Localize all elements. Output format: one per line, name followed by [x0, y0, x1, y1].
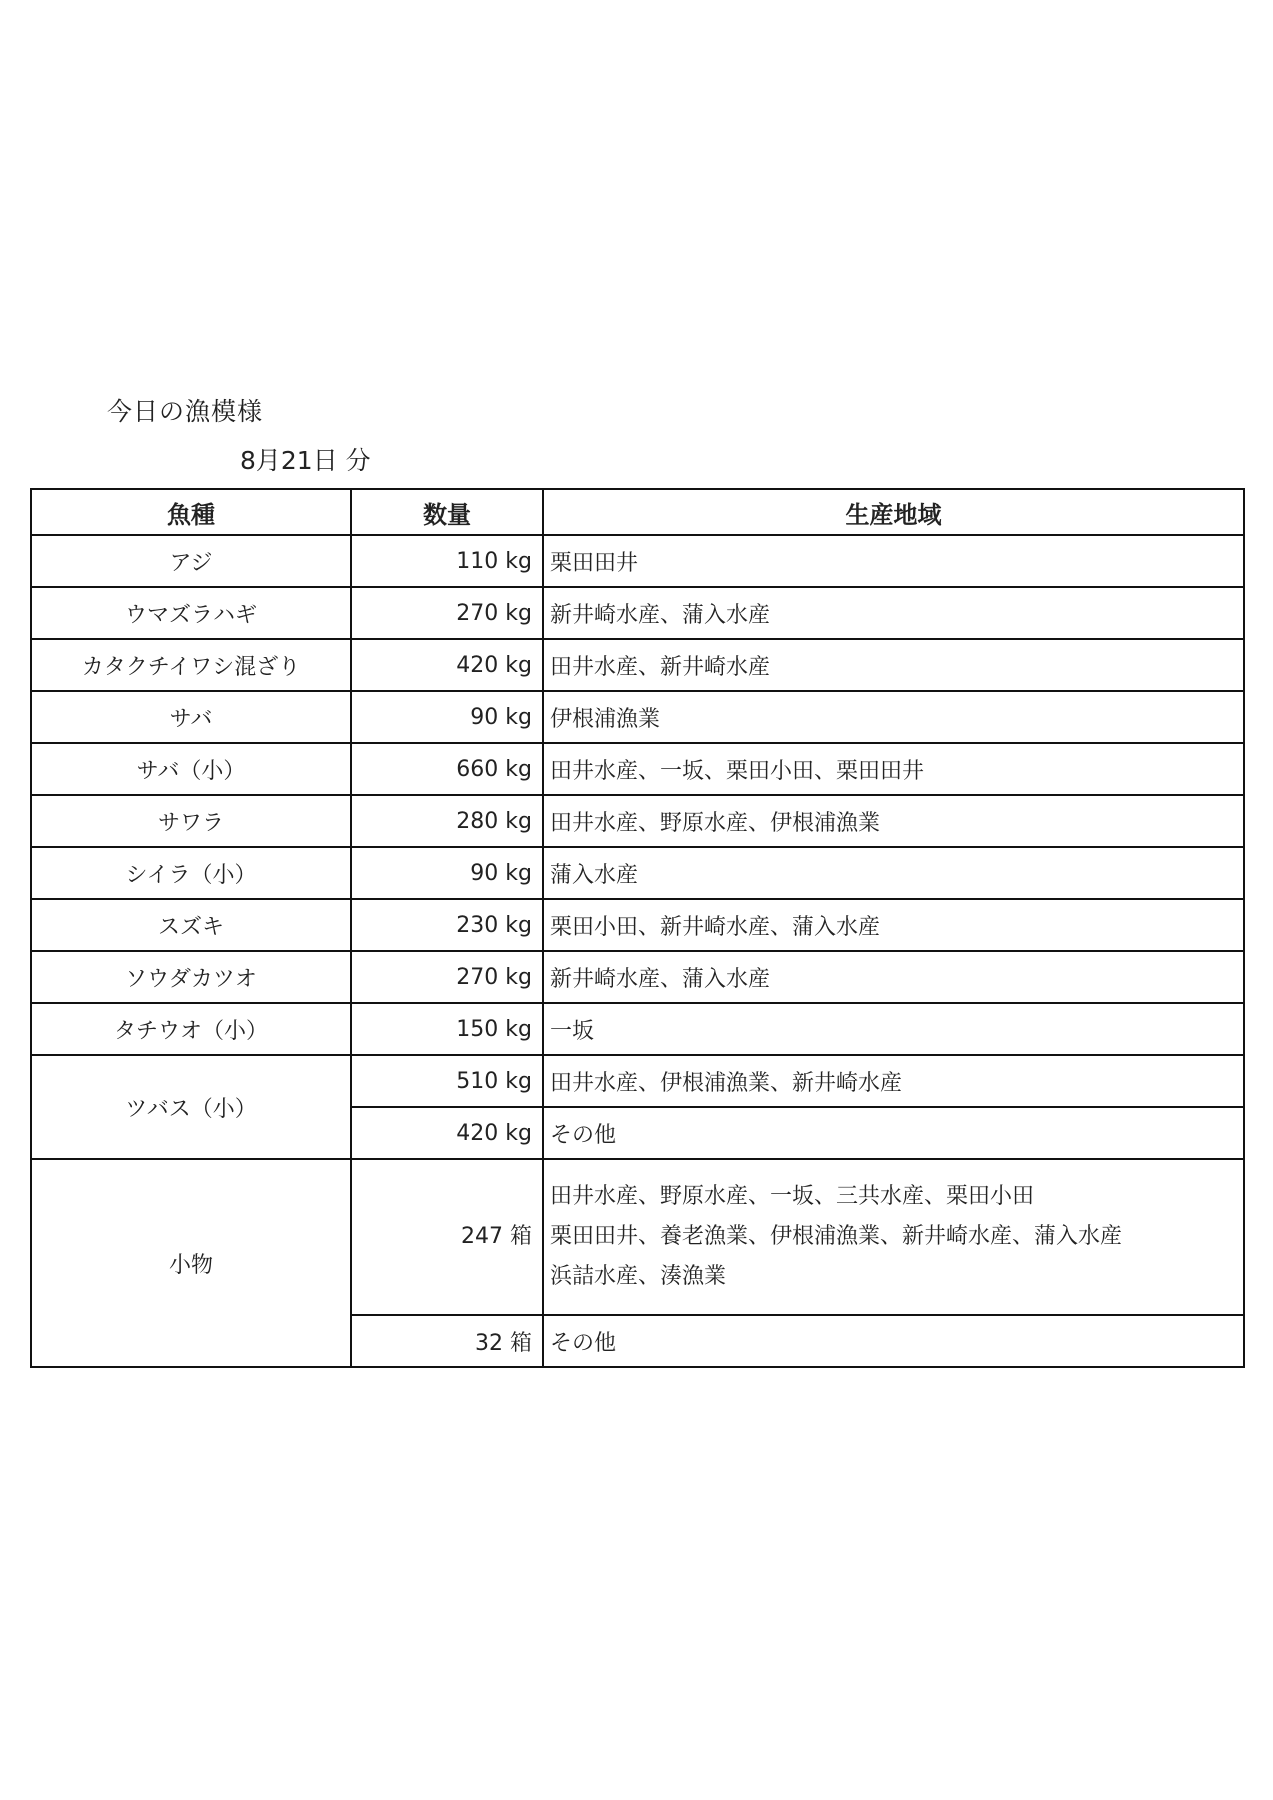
quantity-cell: 270 kg: [351, 951, 543, 1003]
region-line: 田井水産、野原水産、一坂、三共水産、栗田小田: [550, 1184, 1035, 1209]
table-row: [31, 951, 1244, 1003]
table-row: [31, 587, 1244, 639]
species-cell: ソウダカツオ: [31, 951, 351, 1003]
table-row: [31, 639, 1244, 691]
quantity-cell: 247 箱: [351, 1159, 543, 1315]
region-cell: 新井崎水産、蒲入水産: [543, 951, 1244, 1003]
quantity-cell: 280 kg: [351, 795, 543, 847]
quantity-cell: 230 kg: [351, 899, 543, 951]
page-title: 今日の漁模様: [107, 397, 264, 426]
catch-table: [30, 488, 1245, 1368]
table-header-row: [31, 489, 1244, 535]
species-cell: ウマズラハギ: [31, 587, 351, 639]
species-cell: シイラ（小）: [31, 847, 351, 899]
region-cell: 蒲入水産: [543, 847, 1244, 899]
region-cell: 一坂: [543, 1003, 1244, 1055]
table-row: [31, 743, 1244, 795]
region-cell: 田井水産、一坂、栗田小田、栗田田井: [543, 743, 1244, 795]
table-row: [31, 1003, 1244, 1055]
table-row: [31, 1055, 1244, 1107]
species-cell: タチウオ（小）: [31, 1003, 351, 1055]
table-row: [31, 795, 1244, 847]
quantity-cell: 110 kg: [351, 535, 543, 587]
species-cell: ツバス（小）: [31, 1055, 351, 1159]
region-cell: 栗田田井: [543, 535, 1244, 587]
region-cell: 伊根浦漁業: [543, 691, 1244, 743]
quantity-cell: 510 kg: [351, 1055, 543, 1107]
region-cell: 田井水産、新井崎水産: [543, 639, 1244, 691]
quantity-cell: 32 箱: [351, 1315, 543, 1367]
quantity-cell: 270 kg: [351, 587, 543, 639]
quantity-cell: 420 kg: [351, 639, 543, 691]
quantity-cell: 90 kg: [351, 847, 543, 899]
report-date: 8月21日 分: [240, 446, 371, 475]
region-cell: その他: [543, 1107, 1244, 1159]
region-cell: [543, 1159, 1244, 1315]
header-quantity: 数量: [351, 489, 543, 535]
table-row: [31, 691, 1244, 743]
region-cell: 田井水産、野原水産、伊根浦漁業: [543, 795, 1244, 847]
species-cell: サバ（小）: [31, 743, 351, 795]
table-row: [31, 535, 1244, 587]
species-cell: サワラ: [31, 795, 351, 847]
species-cell: カタクチイワシ混ざり: [31, 639, 351, 691]
quantity-cell: 90 kg: [351, 691, 543, 743]
species-cell: 小物: [31, 1159, 351, 1367]
quantity-cell: 150 kg: [351, 1003, 543, 1055]
quantity-cell: 420 kg: [351, 1107, 543, 1159]
region-cell: 栗田小田、新井崎水産、蒲入水産: [543, 899, 1244, 951]
region-cell: 田井水産、伊根浦漁業、新井崎水産: [543, 1055, 1244, 1107]
species-cell: アジ: [31, 535, 351, 587]
table-row: [31, 1159, 1244, 1315]
table-row: [31, 899, 1244, 951]
region-line: 栗田田井、養老漁業、伊根浦漁業、新井崎水産、蒲入水産: [550, 1224, 1123, 1249]
region-line: 浜詰水産、湊漁業: [550, 1264, 727, 1289]
header-species: 魚種: [31, 489, 351, 535]
region-cell: 新井崎水産、蒲入水産: [543, 587, 1244, 639]
species-cell: サバ: [31, 691, 351, 743]
region-cell: その他: [543, 1315, 1244, 1367]
species-cell: スズキ: [31, 899, 351, 951]
quantity-cell: 660 kg: [351, 743, 543, 795]
table-row: [31, 847, 1244, 899]
header-region: 生産地域: [543, 489, 1244, 535]
